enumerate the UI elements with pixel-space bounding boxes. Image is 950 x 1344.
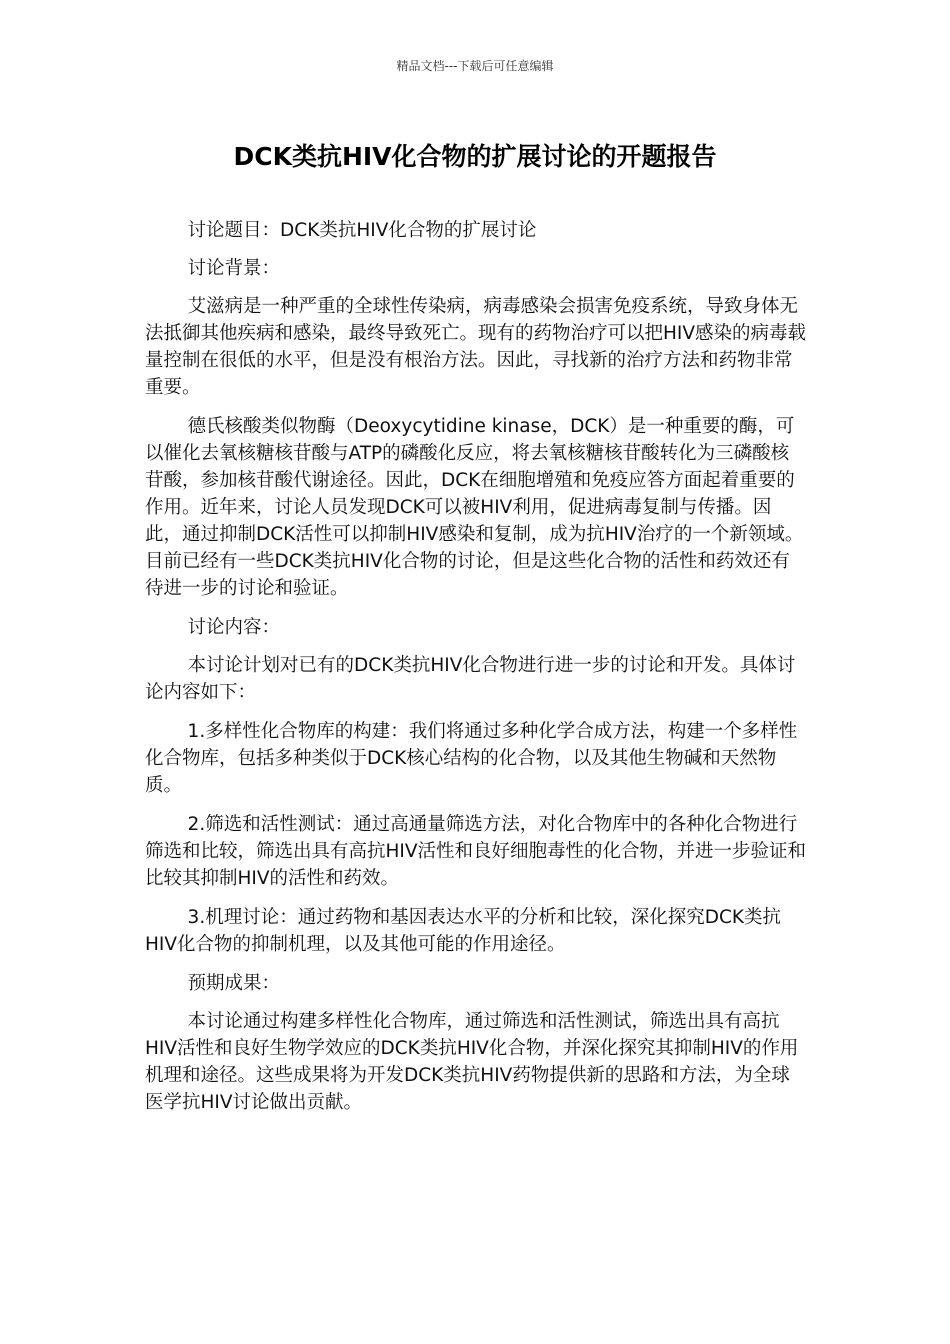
page-header-watermark: 精品文档---下载后可任意编辑 [396, 59, 554, 73]
section-heading-outcomes: 预期成果： [187, 973, 281, 994]
paragraph-outcomes: 本讨论通过构建多样性化合物库，通过筛选和活性测试，筛选出具有高抗HIV活性和良好生物学效应的DCK类抗HIV化合物，并深化探究其抑制HIV的作用机理和途径。这些成果将为开发DCK类抗HIV药物提供新的思路和方法，为全球医学抗HIV讨论做出贡献。 [145, 1011, 799, 1113]
section-heading-content: 讨论内容： [187, 617, 281, 638]
topic-line: 讨论题目：DCK类抗HIV化合物的扩展讨论 [187, 220, 537, 241]
list-item-screening: 2.筛选和活性测试：通过高通量筛选方法，对化合物库中的各种化合物进行筛选和比较，筛选出具有高抗HIV活性和良好细胞毒性的化合物，并进一步验证和比较其抑制HIV的活性和药效。 [145, 814, 807, 889]
paragraph-aids-background: 艾滋病是一种严重的全球性传染病，病毒感染会损害免疫系统，导致身体无法抵御其他疾病和感染，最终导致死亡。现有的药物治疗可以把HIV感染的病毒载量控制在很低的水平，但是没有根治方法。因此，寻找新的治疗方法和药物非常重要。 [145, 296, 807, 398]
document-title: DCK类抗HIV化合物的扩展讨论的开题报告 [233, 142, 717, 171]
list-item-mechanism: 3.机理讨论：通过药物和基因表达水平的分析和比较，深化探究DCK类抗HIV化合物的抑制机理，以及其他可能的作用途径。 [145, 907, 781, 955]
section-heading-background: 讨论背景： [187, 258, 281, 279]
paragraph-dck-background: 德氏核酸类似物酶（Deoxycytidine kinase，DCK）是一种重要的酶，可以催化去氧核糖核苷酸与ATP的磷酸化反应，将去氧核糖核苷酸转化为三磷酸核苷酸，参加核苷酸代谢途径。因此，DCK在细胞增殖和免疫应答方面起着重要的作用。近年来，讨论人员发现DCK可以被HIV利用，促进病毒复制与传播。因此，通过抑制DCK活性可以抑制HIV感染和复制，成为抗HIV治疗的一个新领域。目前已经有一些DCK类抗HIV化合物的讨论，但是这些化合物的活性和药效还有待进一步的讨论和验证。 [145, 416, 804, 599]
list-item-library: 1.多样性化合物库的构建：我们将通过多种化学合成方法，构建一个多样性化合物库，包括多种类似于DCK核心结构的化合物，以及其他生物碱和天然物质。 [145, 721, 798, 796]
paragraph-content-intro: 本讨论计划对已有的DCK类抗HIV化合物进行进一步的讨论和开发。具体讨论内容如下： [145, 655, 796, 703]
document-body [145, 217, 807, 1128]
